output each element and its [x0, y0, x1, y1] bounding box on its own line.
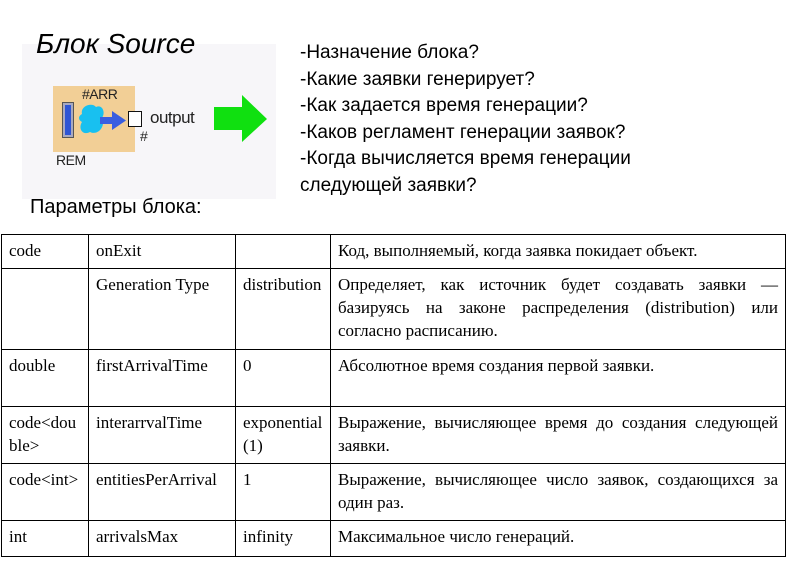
cell-description: Выражение, вычисляющее число заявок, создающихся за один раз.: [331, 464, 786, 521]
cell-description: Максимальное число генераций.: [331, 521, 786, 557]
green-arrow-icon: [214, 95, 268, 143]
output-port-icon: [128, 111, 142, 127]
cell-description: Выражение, вычисляющее время до создания следующей заявки.: [331, 407, 786, 464]
cell-name: onExit: [89, 235, 236, 269]
cell-description: Абсолютное время создания первой заявки.: [331, 350, 786, 407]
queue-bar-icon: [62, 102, 74, 138]
cell-type: int: [2, 521, 89, 557]
cell-default: infinity: [236, 521, 331, 557]
cell-name: arrivalsMax: [89, 521, 236, 557]
cell-type: code<int>: [2, 464, 89, 521]
port-hash: #: [140, 128, 148, 144]
table-row: [2, 350, 786, 407]
port-label: output: [150, 108, 195, 127]
question-item: -Когда вычисляется время генерации следующей заявки?: [300, 148, 631, 196]
cell-name: entitiesPerArrival: [89, 464, 236, 521]
question-item: -Каков регламент генерации заявок?: [300, 121, 626, 143]
cell-name: firstArrivalTime: [89, 350, 236, 407]
table-row: [2, 521, 786, 557]
question-item: -Назначение блока?: [300, 42, 479, 63]
entity-cloud-arrow-icon: [76, 102, 128, 138]
cell-type: [2, 269, 89, 350]
block-label-bottom: REM: [56, 152, 86, 168]
cell-description: Код, выполняемый, когда заявка покидает объект.: [331, 235, 786, 269]
questions-list: [300, 40, 700, 199]
cell-type: code: [2, 235, 89, 269]
table-row: [2, 407, 786, 464]
table-row: [2, 235, 786, 269]
cell-name: Generation Type: [89, 269, 236, 350]
block-label-top: #ARR: [82, 86, 118, 102]
cell-description: Определяет, как источник будет создавать заявки — базируясь на законе распределения (distribution) или согласно расписанию.: [331, 269, 786, 350]
slide-title: Блок Source: [36, 28, 196, 59]
params-label: Параметры блока:: [30, 196, 202, 218]
question-item: -Какие заявки генерирует?: [300, 68, 535, 90]
question-item: -Как задается время генерации?: [300, 95, 588, 116]
table-row: [2, 269, 786, 350]
table-row: [2, 464, 786, 521]
cell-type: code<double>: [2, 407, 89, 464]
cell-default: 1: [236, 464, 331, 521]
params-table: [1, 234, 786, 557]
cell-name: interarrvalTime: [89, 407, 236, 464]
cell-default: 0: [236, 350, 331, 407]
cell-default: [236, 235, 331, 269]
cell-type: double: [2, 350, 89, 407]
cell-default: exponential(1): [236, 407, 331, 464]
cell-default: distribution: [236, 269, 331, 350]
